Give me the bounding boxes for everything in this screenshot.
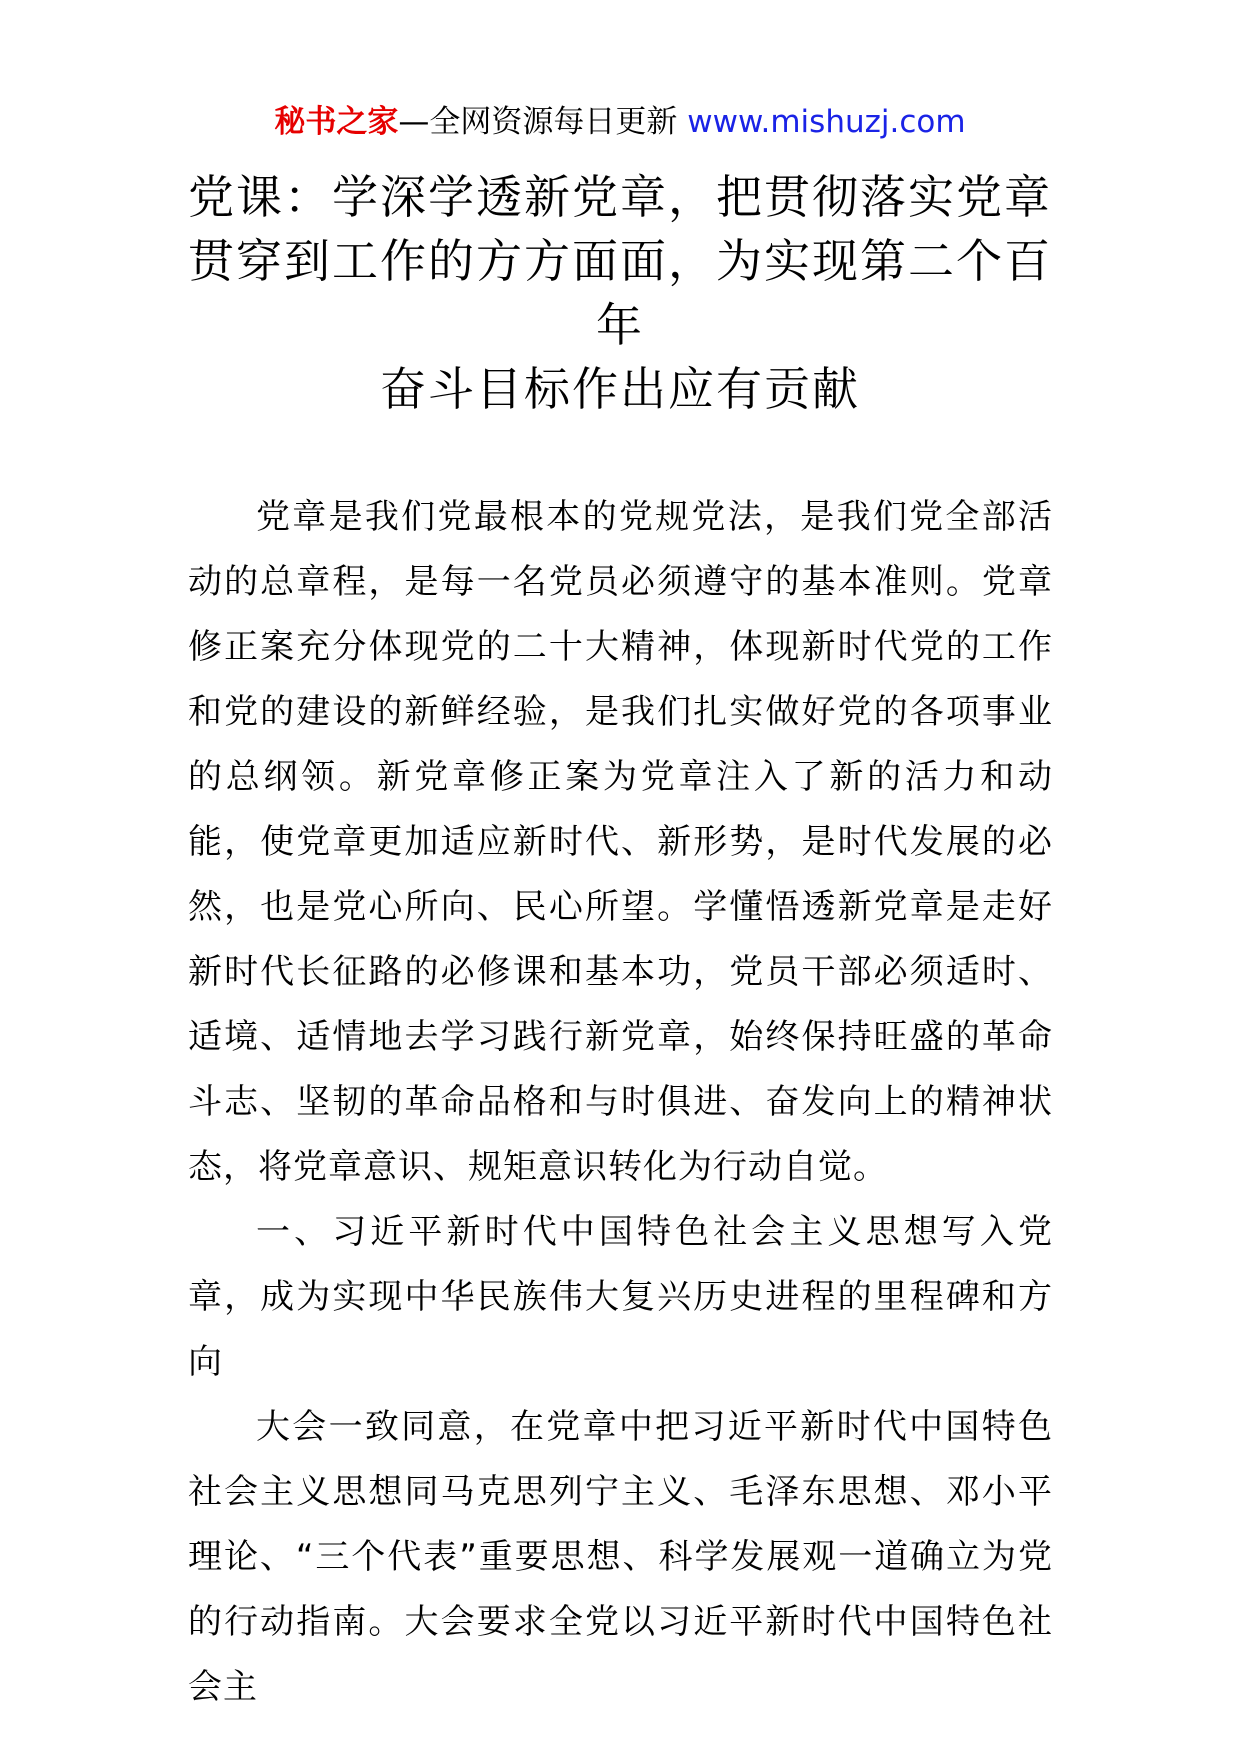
title-line: 贯穿到工作的方方面面，为实现第二个百 — [188, 234, 1052, 288]
section-heading-1: 一、习近平新时代中国特色社会主义思想写入党章，成为实现中华民族伟大复兴历史进程的里程碑和方向 — [188, 1212, 1053, 1382]
site-header — [0, 98, 1240, 146]
document-body — [188, 485, 1053, 1720]
intro-paragraph: 党章是我们党最根本的党规党法，是我们党全部活动的总章程，是每一名党员必须遵守的基本准则。党章修正案充分体现党的二十大精神，体现新时代党的工作和党的建设的新鲜经验，是我们扎实做好党的各项事业的总纲领。新党章修正案为党章注入了新的活力和动能，使党章更加适应新时代、新形势，是时代发展的必然，也是党心所向、民心所望。学懂悟透新党章是走好新时代长征路的必修课和基本功，党员干部必须适时、适境、适情地去学习践行新党章，始终保持旺盛的革命斗志、坚韧的革命品格和与时俱进、奋发向上的精神状态，将党章意识、规矩意识转化为行动自觉。 — [188, 497, 1053, 1187]
document-title — [170, 165, 1070, 421]
title-line: 年 — [596, 298, 644, 352]
body-paragraph: 大会一致同意，在党章中把习近平新时代中国特色社会主义思想同马克思列宁主义、毛泽东思想、邓小平理论、“三个代表”重要思想、科学发展观一道确立为党的行动指南。大会要求全党以习近平新时代中国特色社会主 — [188, 1407, 1053, 1707]
site-tagline: —全网资源每日更新 — [398, 104, 688, 140]
title-line: 党课：学深学透新党章，把贯彻落实党章 — [188, 170, 1052, 224]
brand-name: 秘书之家 — [274, 104, 399, 140]
title-line: 奋斗目标作出应有贡献 — [380, 362, 860, 416]
site-url-link[interactable]: www.mishuzj.com — [687, 104, 966, 140]
